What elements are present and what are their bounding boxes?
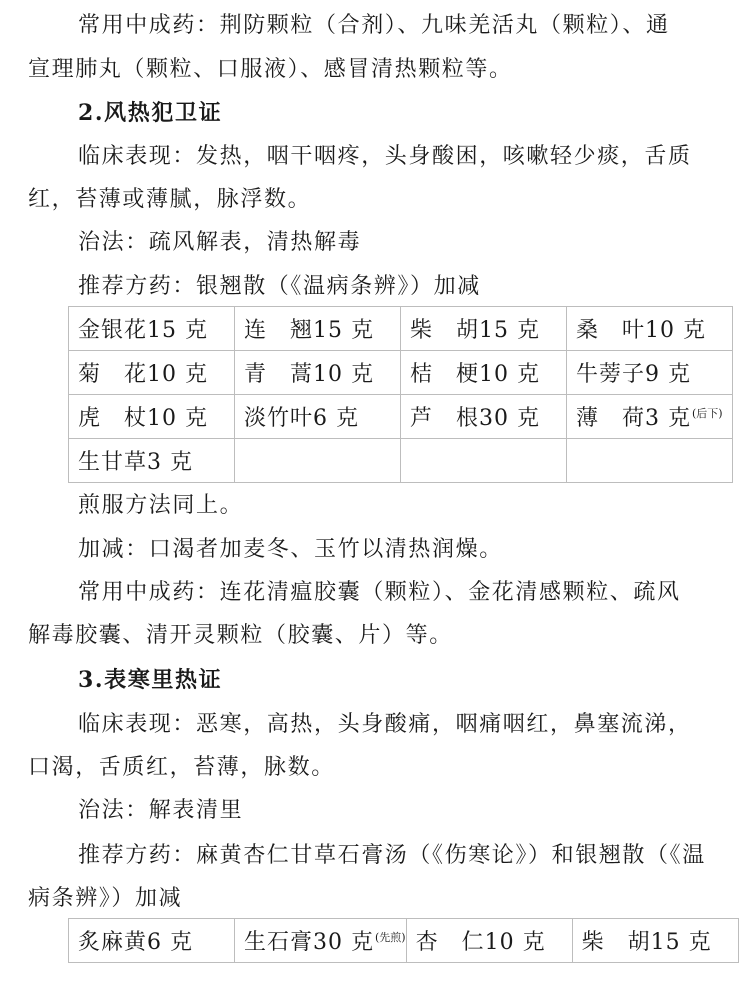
table-row [69,307,733,351]
herb-cell [69,439,235,483]
table-row [69,351,733,395]
herb-name: 杏 仁 [415,930,485,955]
herb-name: 金银花 [78,318,148,343]
herb-dose: 3 克 [645,406,692,431]
herb-cell [235,919,407,963]
herb-cell [401,395,567,439]
herb-table [68,306,733,483]
herb-name: 牛蒡子 [576,362,646,387]
herb-cell [401,351,567,395]
herb-cell [235,395,401,439]
herb-cell [567,395,733,439]
herb-cell [235,351,401,395]
herb-cell [572,919,738,963]
herb-name: 连 翘 [244,318,314,343]
herb-name: 青 蒿 [244,362,314,387]
herb-dose: 15 克 [650,930,712,955]
herb-dose: 10 克 [147,406,209,431]
clinical-line-1: 临床表现：发热，咽干咽疼，头身酸困，咳嗽轻少痰，舌质 [78,144,692,169]
herb-name: 薄 荷 [576,406,646,431]
herb-dose: 15 克 [479,318,541,343]
herb-name: 炙麻黄 [78,930,148,955]
formula-line-1: 推荐方药：麻黄杏仁甘草石膏汤（《伤寒论》）和银翘散（《温 [78,843,706,868]
herb-dose: 30 克 [479,406,541,431]
table-row [69,395,733,439]
herb-dose: 30 克 [313,930,375,955]
herb-dose: 6 克 [147,930,194,955]
herb-dose: 10 克 [479,362,541,387]
table-row [69,439,733,483]
otc-line-1: 常用中成药：荆防颗粒（合剂）、九味羌活丸（颗粒）、通 [78,13,670,38]
empty-cell [567,439,733,483]
herb-name: 生甘草 [78,450,148,475]
herb-name: 桑 叶 [576,318,646,343]
herb-dose: 15 克 [147,318,209,343]
herb-dose: 10 克 [645,318,707,343]
empty-cell [401,439,567,483]
herb-cell [69,351,235,395]
herb-dose: 10 克 [313,362,375,387]
herb-dose: 15 克 [313,318,375,343]
herb-dose: 3 克 [147,450,194,475]
herb-cell [69,395,235,439]
herb-dose: 10 克 [147,362,209,387]
herb-name: 淡竹叶 [244,406,314,431]
table-row [69,919,739,963]
herb-note: (后下) [692,406,723,420]
treatment-line: 治法：解表清里 [78,798,244,823]
herb-note: (先煎) [375,930,406,944]
herb-cell [235,307,401,351]
otc-line-2: 解毒胶囊、清开灵颗粒（胶囊、片）等。 [28,623,453,648]
herb-name: 柴 胡 [581,930,651,955]
herb-name: 桔 梗 [410,362,480,387]
herb-cell [401,307,567,351]
herb-name: 生石膏 [244,930,314,955]
otc-line-2: 宣理肺丸（颗粒、口服液）、感冒清热颗粒等。 [28,57,513,82]
herb-table [68,918,739,963]
formula-line-2: 病条辨》）加减 [28,886,183,911]
herb-cell [69,919,235,963]
empty-cell [235,439,401,483]
clinical-line-2: 红，苔薄或薄腻，脉浮数。 [28,187,312,212]
herb-name: 菊 花 [78,362,148,387]
herb-dose: 10 克 [484,930,546,955]
section-heading: 2.风热犯卫证 [78,100,223,126]
formula-line: 推荐方药：银翘散（《温病条辨》）加减 [78,274,481,299]
herb-cell [567,351,733,395]
herb-name: 虎 杖 [78,406,148,431]
herb-cell [69,307,235,351]
herb-cell [567,307,733,351]
decoction-line: 煎服方法同上。 [78,493,244,518]
herb-dose: 9 克 [645,362,692,387]
section-heading: 3.表寒里热证 [78,667,223,693]
otc-line-1: 常用中成药：连花清瘟胶囊（颗粒）、金花清感颗粒、疏风 [78,580,681,605]
modification-line: 加减：口渴者加麦冬、玉竹以清热润燥。 [78,537,503,562]
clinical-line-1: 临床表现：恶寒，高热，头身酸痛，咽痛咽红，鼻塞流涕， [78,712,692,737]
herb-dose: 6 克 [313,406,360,431]
herb-cell [406,919,572,963]
herb-name: 芦 根 [410,406,480,431]
clinical-line-2: 口渴，舌质红，苔薄，脉数。 [28,755,335,780]
herb-name: 柴 胡 [410,318,480,343]
treatment-line: 治法：疏风解表，清热解毒 [78,230,362,255]
